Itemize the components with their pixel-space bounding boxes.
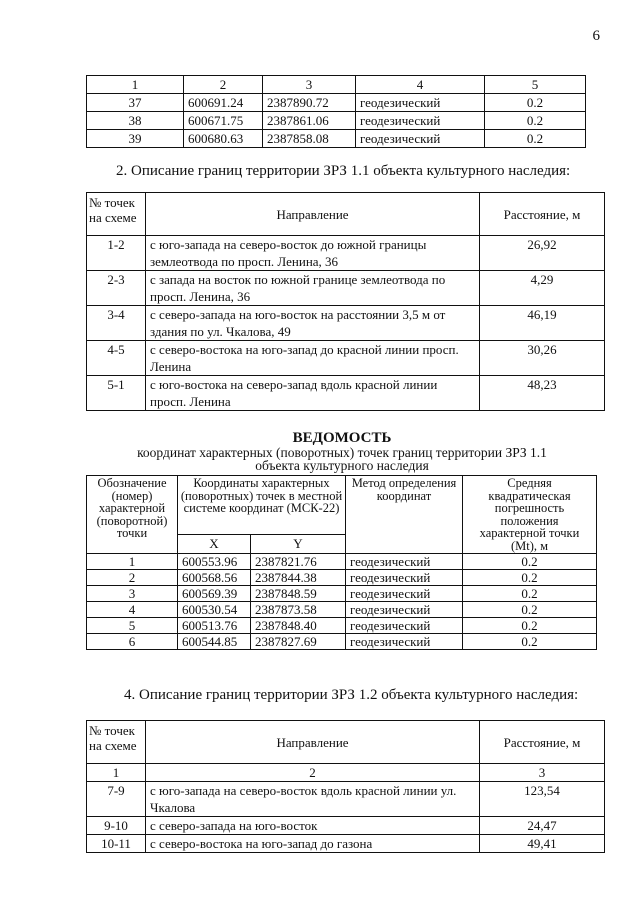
boundary-description-table-1-1 [86,192,605,411]
table-cell: 0.2 [463,570,597,586]
table-row [87,634,597,650]
direction-cell: с юго-запада на северо-восток до южной границы землеотвода по просп. Ленина, 36 [146,236,480,271]
distance-cell: 4,29 [480,271,605,306]
table-row [87,341,605,376]
table-row [87,94,586,112]
table-cell: 0.2 [463,634,597,650]
column-header-method: Метод определения координат [346,476,463,554]
table-header-cell: 1 [87,76,184,94]
coordinates-table-continued [86,75,586,148]
section-4-heading: 4. Описание границ территории ЗРЗ 1.2 объекта культурного наследия: [124,687,579,703]
table-cell: 600530.54 [178,602,251,618]
direction-cell: с северо-востока на юго-запад до газона [146,835,480,853]
point-cell: 9-10 [87,817,146,835]
point-cell: 5-1 [87,376,146,411]
table-cell: 600544.85 [178,634,251,650]
column-header-direction: Направление [146,193,480,236]
table-cell: 37 [87,94,184,112]
column-header-error: Средняя квадратическая погрешность положения характерной точки (Mt), м [463,476,597,554]
table-row [87,586,597,602]
column-header-x: X [178,535,251,554]
table-cell: 38 [87,112,184,130]
table-cell: 0.2 [463,618,597,634]
table-cell: 1 [87,764,146,782]
distance-cell: 46,19 [480,306,605,341]
table-row [87,835,605,853]
table-cell: 3 [87,586,178,602]
distance-cell: 48,23 [480,376,605,411]
table-cell: геодезический [346,634,463,650]
direction-cell: с юго-востока на северо-запад вдоль красной линии просп. Ленина [146,376,480,411]
vedomost-table [86,475,597,650]
table-cell: 2387861.06 [263,112,356,130]
table-header-row [87,193,605,236]
table-numbering-row [87,764,605,782]
table-cell: 600568.56 [178,570,251,586]
table-header-cell: 3 [263,76,356,94]
table-row [87,602,597,618]
table-cell: 2 [146,764,480,782]
table-cell: 6 [87,634,178,650]
boundary-description-table-1-2 [86,720,605,853]
direction-cell: с запада на восток по южной границе землеотвода по просп. Ленина, 36 [146,271,480,306]
table-header-cell: 5 [485,76,586,94]
point-cell: 1-2 [87,236,146,271]
table-row [87,817,605,835]
table-row [87,782,605,817]
table-cell: геодезический [346,602,463,618]
table-row [87,376,605,411]
column-header-y: Y [251,535,346,554]
table-cell: геодезический [356,112,485,130]
column-header-coordinates: Координаты характерных (поворотных) точек в местной системе координат (МСК-22) [178,476,346,535]
distance-cell: 26,92 [480,236,605,271]
column-header-direction: Направление [146,721,480,764]
vedomost-subtitle-line-1: координат характерных (поворотных) точек границ территории ЗРЗ 1.1 [137,445,547,460]
table-header-cell: 4 [356,76,485,94]
table-row [87,130,586,148]
table-cell: 39 [87,130,184,148]
table-cell: 4 [87,602,178,618]
table-cell: геодезический [346,618,463,634]
table-cell: геодезический [356,130,485,148]
table-cell: 2387873.58 [251,602,346,618]
table-cell: 0.2 [463,554,597,570]
table-cell: 2 [87,570,178,586]
table-header-row [87,721,605,764]
table-cell: 2387821.76 [251,554,346,570]
table-cell: 600513.76 [178,618,251,634]
point-cell: 7-9 [87,782,146,817]
vedomost-title: ВЕДОМОСТЬ [292,430,392,446]
table-row [87,306,605,341]
point-cell: 10-11 [87,835,146,853]
table-cell: 2387858.08 [263,130,356,148]
table-header-cell: 2 [184,76,263,94]
table-header-row [87,76,586,94]
column-header-point: № точек на схеме [87,193,146,236]
table-cell: геодезический [346,570,463,586]
table-header-row [87,476,597,535]
point-cell: 4-5 [87,341,146,376]
table-row [87,618,597,634]
table-cell: 0.2 [463,586,597,602]
column-header-distance: Расстояние, м [480,721,605,764]
table-cell: 600671.75 [184,112,263,130]
table-row [87,554,597,570]
point-cell: 2-3 [87,271,146,306]
table-row [87,570,597,586]
table-cell: 600691.24 [184,94,263,112]
distance-cell: 123,54 [480,782,605,817]
distance-cell: 24,47 [480,817,605,835]
direction-cell: с северо-запада на юго-восток [146,817,480,835]
table-cell: геодезический [346,554,463,570]
table-cell: 600553.96 [178,554,251,570]
table-cell: 600569.39 [178,586,251,602]
table-cell: 2387890.72 [263,94,356,112]
table-cell: 600680.63 [184,130,263,148]
table-cell: геодезический [356,94,485,112]
section-2-heading: 2. Описание границ территории ЗРЗ 1.1 объекта культурного наследия: [116,163,571,179]
page-number: 6 [592,28,600,44]
table-cell: 5 [87,618,178,634]
table-cell: 0.2 [485,130,586,148]
direction-cell: с северо-востока на юго-запад до красной линии просп. Ленина [146,341,480,376]
direction-cell: с юго-запада на северо-восток вдоль красной линии ул. Чкалова [146,782,480,817]
table-row [87,271,605,306]
direction-cell: с северо-запада на юго-восток на расстоянии 3,5 м от здания по ул. Чкалова, 49 [146,306,480,341]
table-cell: 1 [87,554,178,570]
table-cell: 2387848.40 [251,618,346,634]
point-cell: 3-4 [87,306,146,341]
table-cell: 0.2 [485,112,586,130]
table-cell: геодезический [346,586,463,602]
distance-cell: 49,41 [480,835,605,853]
table-cell: 0.2 [463,602,597,618]
column-header-distance: Расстояние, м [480,193,605,236]
table-cell: 0.2 [485,94,586,112]
distance-cell: 30,26 [480,341,605,376]
table-row [87,112,586,130]
table-cell: 3 [480,764,605,782]
column-header-point-designation: Обозначение (номер) характерной (поворотной) точки [87,476,178,554]
vedomost-subtitle-line-2: объекта культурного наследия [255,458,429,473]
table-cell: 2387844.38 [251,570,346,586]
column-header-point: № точек на схеме [87,721,146,764]
table-row [87,236,605,271]
table-cell: 2387827.69 [251,634,346,650]
table-cell: 2387848.59 [251,586,346,602]
